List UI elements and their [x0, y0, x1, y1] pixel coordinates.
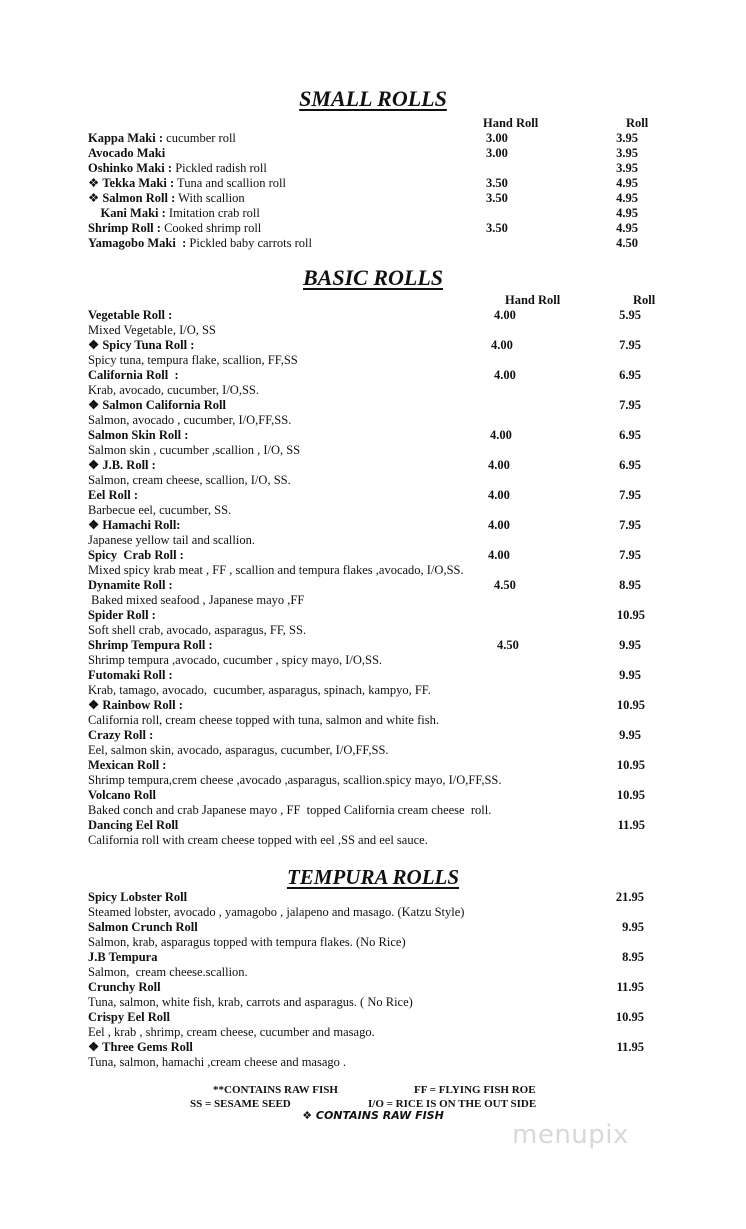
menu-item: [88, 338, 648, 368]
hand-roll-price: 4.00: [494, 308, 516, 322]
item-name: Crispy Eel Roll: [88, 1010, 170, 1024]
item-name: Oshinko Maki :: [88, 161, 173, 175]
item-description: Eel , krab , shrimp, cream cheese, cucumber and masago.: [88, 1025, 375, 1039]
hand-roll-price: 4.50: [497, 638, 519, 652]
menu-item: [88, 758, 648, 788]
hand-roll-price: 4.00: [488, 518, 510, 532]
item-description: Salmon skin , cucumber ,scallion , I/O, SS: [88, 443, 301, 457]
item-header-row: [88, 728, 648, 743]
roll-price: 11.95: [617, 818, 645, 832]
item-header-row: [88, 698, 648, 713]
roll-price: 4.50: [616, 236, 638, 250]
watermark: menupix: [512, 1120, 629, 1150]
legend-raw-fish-symbol: ❖ CONTAINS RAW FISH: [302, 1109, 444, 1122]
item-description: Salmon, krab, asparagus topped with tempura flakes. (No Rice): [88, 935, 406, 949]
roll-price: 9.95: [619, 668, 641, 682]
roll-price: 9.95: [619, 728, 641, 742]
item-name: ❖ Hamachi Roll:: [88, 518, 181, 532]
roll-price: 5.95: [619, 308, 641, 322]
item-description: Mixed Vegetable, I/O, SS: [88, 323, 216, 337]
menu-item: [88, 458, 648, 488]
hand-roll-price: 3.00: [486, 146, 508, 160]
roll-price: 4.95: [616, 221, 638, 235]
item-name: J.B Tempura: [88, 950, 158, 964]
menu-item: [88, 608, 648, 638]
item-header-row: [88, 668, 648, 683]
roll-price: 4.95: [616, 191, 638, 205]
menu-item: [88, 818, 648, 848]
item-header-row: [88, 920, 648, 935]
hand-roll-price: 4.00: [488, 458, 510, 472]
menu-item: [88, 488, 648, 518]
item-description: Spicy tuna, tempura flake, scallion, FF,SS: [88, 353, 298, 367]
item-name: Crazy Roll :: [88, 728, 154, 742]
item-header-row: [88, 488, 648, 503]
menu-item: [88, 368, 648, 398]
roll-price: 7.95: [619, 398, 641, 412]
menu-item: [88, 788, 648, 818]
roll-price: 11.95: [616, 1040, 644, 1054]
basic-hand-roll-header: Hand Roll: [505, 293, 561, 307]
item-header-row: [88, 308, 648, 323]
menu-item: [88, 920, 648, 950]
menu-item: [88, 191, 648, 206]
item-description: Baked conch and crab Japanese mayo , FF topped California cream cheese roll.: [88, 803, 492, 817]
item-header-row: [88, 338, 648, 353]
menu-item: [88, 398, 648, 428]
item-name: Tekka Maki :: [102, 176, 175, 190]
item-description: Tuna and scallion roll: [174, 176, 286, 190]
roll-price: 10.95: [616, 698, 645, 712]
roll-price: 7.95: [619, 488, 641, 502]
item-description: With scallion: [175, 191, 245, 205]
roll-price: 10.95: [616, 608, 645, 622]
menu-item: [88, 308, 648, 338]
menu-item: [88, 728, 648, 758]
item-header-row: [88, 518, 648, 533]
item-name: Avocado Maki: [88, 146, 166, 160]
small-hand-roll-header: Hand Roll: [483, 116, 539, 130]
tempura-rolls-title: TEMPURA ROLLS: [286, 865, 460, 889]
menu-item: [88, 698, 648, 728]
roll-price: 3.95: [616, 131, 638, 145]
menu-item: [88, 980, 648, 1010]
item-header-row: [88, 638, 648, 653]
item-name: Spider Roll :: [88, 608, 156, 622]
item-description: Cooked shrimp roll: [160, 221, 262, 235]
legend-ss: SS = SESAME SEED: [190, 1098, 291, 1110]
menu-item: [88, 638, 648, 668]
small-roll-header: Roll: [626, 116, 649, 130]
roll-price: 21.95: [615, 890, 644, 904]
item-description: California roll, cream cheese topped with tuna, salmon and white fish.: [88, 713, 439, 727]
hand-roll-price: 3.50: [486, 176, 508, 190]
item-header-row: [88, 1010, 648, 1025]
item-description: Krab, tamago, avocado, cucumber, asparagus, spinach, kampyo, FF.: [88, 683, 431, 697]
small-rolls-title: SMALL ROLLS: [299, 86, 447, 111]
hand-roll-price: 3.00: [486, 131, 508, 145]
item-description: California roll with cream cheese topped with eel ,SS and eel sauce.: [88, 833, 428, 847]
item-description: Japanese yellow tail and scallion.: [88, 533, 255, 547]
item-header-row: [88, 548, 648, 563]
item-description: Baked mixed seafood , Japanese mayo ,FF: [88, 593, 305, 607]
item-name: Kappa Maki :: [88, 131, 164, 145]
menu-item: [88, 1010, 648, 1040]
menu-item: [88, 950, 648, 980]
roll-price: 6.95: [619, 458, 641, 472]
hand-roll-price: 4.00: [494, 368, 516, 382]
item-description: Pickled radish roll: [172, 161, 267, 175]
item-mark: ❖: [88, 176, 103, 190]
roll-price: 4.95: [616, 176, 638, 190]
item-description: Mixed spicy krab meat , FF , scallion and tempura flakes ,avocado, I/O,SS.: [88, 563, 464, 577]
basic-rolls-list: [88, 308, 648, 848]
item-name: Spicy Lobster Roll: [88, 890, 188, 904]
legend-ff: FF = FLYING FISH ROE: [414, 1084, 536, 1096]
item-name: Vegetable Roll :: [88, 308, 173, 322]
hand-roll-price: 4.00: [490, 428, 512, 442]
roll-price: 3.95: [616, 146, 638, 160]
item-description: Shrimp tempura ,avocado, cucumber , spicy mayo, I/O,SS.: [88, 653, 383, 667]
item-name: Dancing Eel Roll: [88, 818, 179, 832]
item-name: California Roll :: [88, 368, 179, 382]
roll-price: 3.95: [616, 161, 638, 175]
roll-price: 4.95: [616, 206, 638, 220]
roll-price: 9.95: [619, 638, 641, 652]
item-header-row: [88, 1040, 648, 1055]
item-header-row: [88, 398, 648, 413]
item-header-row: [88, 458, 648, 473]
item-header-row: [88, 758, 648, 773]
roll-price: 8.95: [622, 950, 644, 964]
roll-price: 7.95: [619, 518, 641, 532]
item-name: Kani Maki :: [100, 206, 166, 220]
item-description: Eel, salmon skin, avocado, asparagus, cucumber, I/O,FF,SS.: [88, 743, 389, 757]
menu-item: [88, 221, 648, 236]
item-header-row: [88, 818, 648, 833]
item-mark: [88, 206, 101, 220]
item-name: Spicy Crab Roll :: [88, 548, 184, 562]
item-description: Tuna, salmon, hamachi ,cream cheese and masago .: [88, 1055, 347, 1069]
item-description: Salmon, cream cheese, scallion, I/O, SS.: [88, 473, 291, 487]
tempura-rolls-list: [88, 890, 648, 1070]
item-name: Mexican Roll :: [88, 758, 167, 772]
item-name: ❖ Salmon California Roll: [88, 398, 226, 412]
hand-roll-price: 3.50: [486, 191, 508, 205]
item-header-row: [88, 428, 648, 443]
roll-price: 7.95: [619, 548, 641, 562]
roll-price: 9.95: [622, 920, 644, 934]
roll-price: 10.95: [616, 788, 645, 802]
item-name: Futomaki Roll :: [88, 668, 173, 682]
item-description: Salmon, cream cheese.scallion.: [88, 965, 248, 979]
legend-raw-fish: **CONTAINS RAW FISH: [213, 1084, 338, 1096]
menu-item: [88, 518, 648, 548]
roll-price: 6.95: [619, 428, 641, 442]
item-name: ❖ Spicy Tuna Roll :: [88, 338, 195, 352]
item-header-row: [88, 608, 648, 623]
item-name: Volcano Roll: [88, 788, 156, 802]
item-description: Krab, avocado, cucumber, I/O,SS.: [88, 383, 259, 397]
item-header-row: [88, 890, 648, 905]
basic-roll-header: Roll: [633, 293, 656, 307]
item-description: Salmon, avocado , cucumber, I/O,FF,SS.: [88, 413, 292, 427]
item-name: Eel Roll :: [88, 488, 138, 502]
item-name: Dynamite Roll :: [88, 578, 173, 592]
item-name: Shrimp Tempura Roll :: [88, 638, 213, 652]
item-header-row: [88, 578, 648, 593]
menu-item: [88, 146, 648, 161]
item-description: cucumber roll: [163, 131, 236, 145]
item-name: Salmon Skin Roll :: [88, 428, 189, 442]
item-name: Salmon Crunch Roll: [88, 920, 198, 934]
roll-price: 11.95: [616, 980, 644, 994]
item-description: Barbecue eel, cucumber, SS.: [88, 503, 232, 517]
roll-price: 10.95: [615, 1010, 644, 1024]
item-name: ❖ J.B. Roll :: [88, 458, 156, 472]
menu-item: [88, 668, 648, 698]
item-description: Pickled baby carrots roll: [186, 236, 312, 250]
menu-item: [88, 1040, 648, 1070]
legend-io: I/O = RICE IS ON THE OUT SIDE: [368, 1098, 537, 1110]
item-header-row: [88, 980, 648, 995]
item-header-row: [88, 368, 648, 383]
hand-roll-price: 3.50: [486, 221, 508, 235]
item-description: Steamed lobster, avocado , yamagobo , jalapeno and masago. (Katzu Style): [88, 905, 465, 919]
item-name: Crunchy Roll: [88, 980, 161, 994]
item-mark: ❖: [88, 191, 103, 205]
roll-price: 8.95: [619, 578, 641, 592]
item-name: ❖ Three Gems Roll: [88, 1040, 193, 1054]
hand-roll-price: 4.00: [491, 338, 513, 352]
item-name: Salmon Roll :: [102, 191, 176, 205]
roll-price: 6.95: [619, 368, 641, 382]
menu-item: [88, 548, 648, 578]
menu-item: [88, 206, 648, 221]
item-header-row: [88, 950, 648, 965]
menu-item: [88, 890, 648, 920]
menu-item: [88, 428, 648, 458]
item-name: Shrimp Roll :: [88, 221, 161, 235]
item-description: Soft shell crab, avocado, asparagus, FF, SS.: [88, 623, 307, 637]
roll-price: 7.95: [619, 338, 641, 352]
hand-roll-price: 4.00: [488, 488, 510, 502]
item-description: Shrimp tempura,crem cheese ,avocado ,asparagus, scallion.spicy mayo, I/O,FF,SS.: [88, 773, 502, 787]
menu-item: [88, 131, 648, 146]
menu-item: [88, 578, 648, 608]
item-name: ❖ Rainbow Roll :: [88, 698, 183, 712]
hand-roll-price: 4.50: [494, 578, 516, 592]
basic-rolls-title: BASIC ROLLS: [303, 265, 443, 290]
item-description: Imitation crab roll: [165, 206, 260, 220]
item-name: Yamagobo Maki :: [88, 236, 187, 250]
menu-item: [88, 161, 648, 176]
roll-price: 10.95: [616, 758, 645, 772]
item-header-row: [88, 788, 648, 803]
menu-item: [88, 236, 648, 251]
menu-item: [88, 176, 648, 191]
small-rolls-list: [88, 131, 648, 251]
hand-roll-price: 4.00: [488, 548, 510, 562]
item-description: Tuna, salmon, white fish, krab, carrots and asparagus. ( No Rice): [88, 995, 413, 1009]
